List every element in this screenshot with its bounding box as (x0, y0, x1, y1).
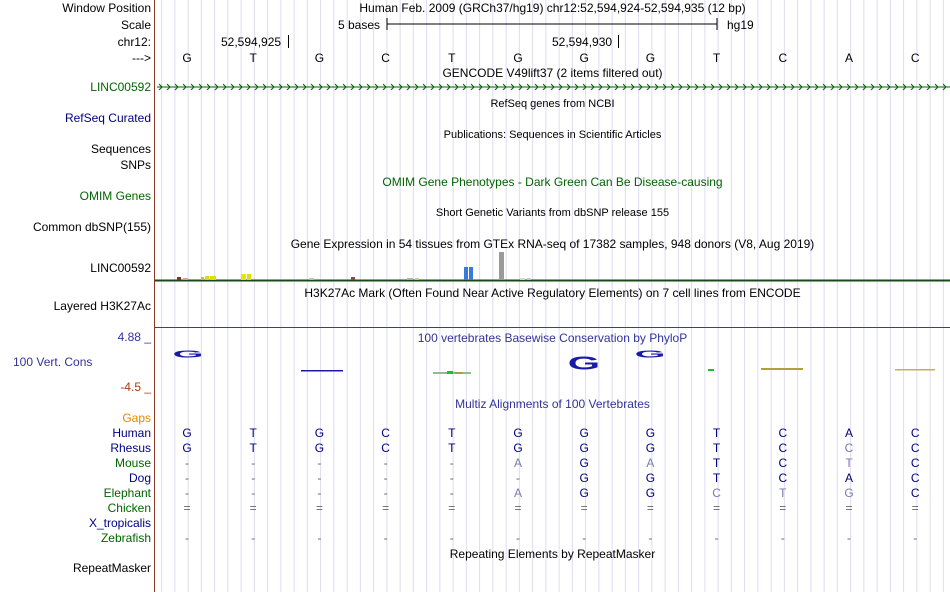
alignment-base: - (847, 531, 851, 545)
alignment-base: T (448, 441, 456, 455)
alignment-base: - (648, 531, 653, 545)
alignment-base: G (645, 471, 656, 485)
omim-title: OMIM Gene Phenotypes - Dark Green Can Be Disease-causing (382, 175, 723, 189)
publications-sequences-label[interactable]: Sequences (90, 142, 151, 156)
species-label-chicken[interactable]: Chicken (107, 501, 151, 515)
gaps-label[interactable]: Gaps (122, 411, 151, 425)
alignment-base: C (778, 441, 788, 455)
alignment-base: - (449, 531, 454, 545)
gtex-bar-graph[interactable] (155, 250, 950, 282)
publications-snps-label[interactable]: SNPs (120, 158, 151, 172)
alignment-base: - (251, 486, 256, 500)
scale-db: hg19 (727, 18, 754, 32)
alignment-base: - (449, 456, 454, 470)
alignment-base: = (249, 501, 257, 515)
scale-label: Scale (120, 18, 151, 32)
alignment-base: T (249, 426, 257, 440)
svg-text:G: G (567, 353, 601, 374)
refseq-track-label[interactable]: RefSeq Curated (64, 111, 151, 125)
alignment-base: - (185, 471, 189, 485)
alignment-base: - (317, 486, 322, 500)
alignment-base: - (383, 471, 388, 485)
alignment-base: = (448, 501, 456, 515)
repeatmasker-title: Repeating Elements by RepeatMasker (449, 547, 656, 561)
phylop-title: 100 vertebrates Basewise Conservation by PhyloP (417, 331, 688, 345)
dbsnp-title: Short Genetic Variants from dbSNP release 155 (435, 207, 670, 219)
alignment-base: A (844, 426, 853, 440)
alignment-base: C (778, 456, 788, 470)
alignment-base: G (844, 486, 854, 500)
alignment-base: - (383, 486, 388, 500)
alignment-base: - (913, 531, 918, 545)
alignment-base: T (779, 486, 787, 500)
species-label-x_tropicalis[interactable]: X_tropicalis (88, 516, 151, 530)
gtex-title: Gene Expression in 54 tissues from GTEx RNA-seq of 17382 samples, 948 donors (V8, Aug 2019) (290, 237, 815, 251)
alignment-base: - (317, 456, 322, 470)
sequence-base: G (314, 51, 325, 65)
sequence-base: C (381, 51, 390, 65)
coord-tick-2: 52,594,930 (552, 35, 613, 49)
alignment-base: - (449, 486, 454, 500)
svg-text:G: G (634, 350, 666, 361)
alignment-base: C (381, 441, 390, 455)
alignment-base: G (314, 441, 325, 455)
alignment-base: T (712, 441, 721, 455)
alignment-base: A (646, 456, 655, 470)
alignment-base: - (516, 531, 520, 545)
sequence-base: G (579, 51, 589, 65)
alignment-base: = (514, 501, 522, 515)
sequence-base: T (249, 51, 257, 65)
alignment-base: C (910, 441, 920, 455)
alignment-base: T (448, 426, 456, 440)
alignment-base: G (314, 426, 325, 440)
alignment-base: G (579, 456, 589, 470)
scale-text: 5 bases (338, 18, 381, 32)
species-label-elephant[interactable]: Elephant (103, 486, 151, 500)
alignment-base: - (251, 531, 256, 545)
alignment-base: - (449, 471, 454, 485)
alignment-base: = (779, 501, 787, 515)
alignment-base: C (381, 426, 390, 440)
repeatmasker-track-label[interactable]: RepeatMasker (72, 561, 151, 575)
phylop-max-label: 4.88 _ (117, 330, 151, 344)
track-label-column (0, 0, 155, 592)
coord-tick-1: 52,594,925 (221, 35, 282, 49)
alignment-base: G (645, 426, 656, 440)
sequence-base: G (513, 51, 523, 65)
h3k27ac-track-label[interactable]: Layered H3K27Ac (53, 299, 151, 313)
alignment-base: - (780, 531, 785, 545)
coord-tick-mark-1 (288, 35, 289, 48)
alignment-base: A (513, 486, 522, 500)
omim-track-label[interactable]: OMIM Genes (79, 189, 151, 203)
alignment-base: = (911, 501, 919, 515)
alignment-base: T (845, 456, 853, 470)
alignment-base: - (251, 456, 256, 470)
dbsnp-track-label[interactable]: Common dbSNP(155) (32, 220, 151, 234)
sequence-base: T (448, 51, 456, 65)
alignment-base: G (579, 426, 589, 440)
chrom-label[interactable]: chr12: (117, 35, 151, 49)
strand-toggle[interactable]: ---> (132, 51, 151, 65)
species-label-dog[interactable]: Dog (128, 471, 151, 485)
alignment-base: G (513, 426, 523, 440)
phylop-min-label: -4.5 _ (120, 380, 151, 394)
sequence-base: A (844, 51, 853, 65)
alignment-base: - (185, 486, 189, 500)
alignment-base: G (579, 441, 589, 455)
alignment-base: C (844, 441, 854, 455)
alignment-base: G (182, 426, 192, 440)
alignment-base: G (579, 471, 589, 485)
alignment-base: T (712, 456, 721, 470)
h3k27ac-title: H3K27Ac Mark (Often Found Near Active Regulatory Elements) on 7 cell lines from ENCODE (304, 286, 801, 300)
multiz-title: Multiz Alignments of 100 Vertebrates (455, 397, 650, 411)
refseq-title: RefSeq genes from NCBI (490, 98, 615, 110)
alignment-base: - (383, 531, 388, 545)
alignment-base: = (183, 501, 191, 515)
species-label-human[interactable]: Human (112, 426, 151, 440)
alignment-base: = (646, 501, 654, 515)
alignment-base: - (185, 531, 189, 545)
gencode-gene-feature[interactable] (155, 81, 950, 93)
alignment-base: C (910, 471, 920, 485)
alignment-base: = (315, 501, 323, 515)
alignment-base: = (845, 501, 853, 515)
alignment-base: = (713, 501, 721, 515)
alignment-base: G (645, 486, 656, 500)
alignment-base: - (317, 531, 322, 545)
alignment-base: G (182, 441, 192, 455)
coord-tick-mark-2 (618, 35, 619, 48)
alignment-base: C (712, 486, 721, 500)
gencode-title: GENCODE V49lift37 (2 items filtered out) (442, 66, 663, 80)
species-label-zebrafish[interactable]: Zebrafish (100, 531, 151, 545)
sequence-base: C (910, 51, 920, 65)
alignment-base: T (712, 471, 721, 485)
alignment-base: - (582, 531, 587, 545)
alignment-base: - (516, 471, 520, 485)
sequence-base: T (712, 51, 721, 65)
alignment-base: C (778, 426, 788, 440)
sequence-base: G (182, 51, 192, 65)
gencode-track-label[interactable]: LINC00592 (90, 80, 151, 94)
alignment-base: T (712, 426, 721, 440)
alignment-base: - (714, 531, 719, 545)
h3k27ac-signal-line[interactable] (155, 327, 950, 328)
alignment-base: T (249, 441, 257, 455)
sequence-base: C (778, 51, 788, 65)
alignment-base: - (185, 456, 189, 470)
svg-text:G: G (172, 350, 204, 361)
alignment-base: A (844, 471, 853, 485)
scale-bar (386, 17, 720, 31)
alignment-base: C (778, 471, 788, 485)
phylop-track-label[interactable]: 100 Vert. Cons (13, 355, 93, 369)
species-label-mouse[interactable]: Mouse (114, 456, 151, 470)
alignment-base: A (513, 456, 522, 470)
gtex-track-label[interactable]: LINC00592 (90, 261, 151, 275)
alignment-base: - (317, 471, 322, 485)
alignment-base: C (910, 486, 920, 500)
species-label-rhesus[interactable]: Rhesus (110, 441, 151, 455)
alignment-base: - (251, 471, 256, 485)
window-position-label: Window Position (62, 1, 151, 15)
position-title: Human Feb. 2009 (GRCh37/hg19) chr12:52,594,924-52,594,935 (12 bp) (359, 1, 746, 15)
alignment-base: = (382, 501, 390, 515)
publications-title: Publications: Sequences in Scientific Articles (443, 129, 662, 141)
alignment-base: C (910, 426, 920, 440)
alignment-base: G (579, 486, 589, 500)
sequence-base: G (645, 51, 656, 65)
phylop-conservation-graph[interactable] (155, 350, 950, 380)
alignment-base: = (580, 501, 588, 515)
alignment-base: G (513, 441, 523, 455)
alignment-base: G (645, 441, 656, 455)
alignment-base: - (383, 456, 388, 470)
alignment-base: C (910, 456, 920, 470)
